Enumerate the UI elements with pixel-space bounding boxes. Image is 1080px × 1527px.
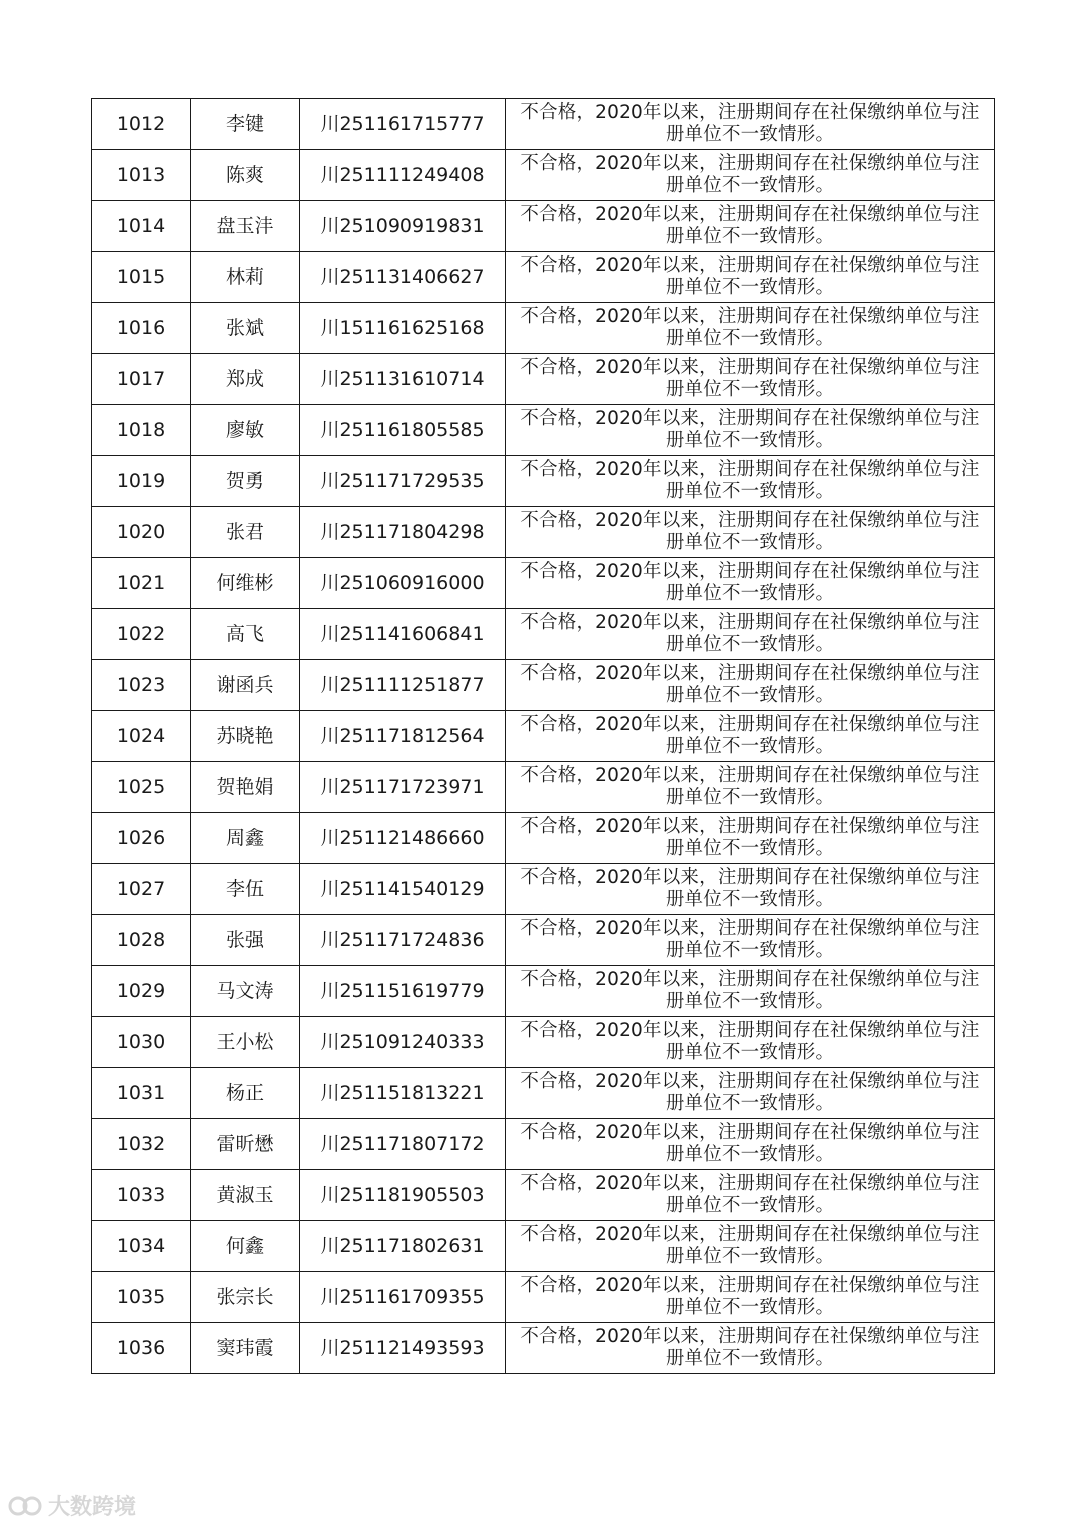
table-row [92, 915, 995, 966]
row-number-cell: 1018 [92, 405, 191, 456]
person-name-cell: 杨正 [191, 1068, 300, 1119]
table-row [92, 252, 995, 303]
registration-number-cell: 川251161715777 [300, 99, 506, 150]
row-number-cell: 1012 [92, 99, 191, 150]
result-cell [506, 1272, 995, 1323]
registration-number-cell: 川251090919831 [300, 201, 506, 252]
person-name-cell: 张君 [191, 507, 300, 558]
registration-number-cell: 川251171812564 [300, 711, 506, 762]
result-cell [506, 1068, 995, 1119]
person-name-cell: 贺艳娟 [191, 762, 300, 813]
result-cell [506, 660, 995, 711]
person-name-cell: 高飞 [191, 609, 300, 660]
row-number-cell: 1014 [92, 201, 191, 252]
table-row [92, 201, 995, 252]
row-number-cell: 1028 [92, 915, 191, 966]
results-table [91, 98, 995, 1374]
result-text: 不合格，2020年以来，注册期间存在社保缴纳单位与注册单位不一致情形。 [520, 1020, 980, 1063]
person-name-cell: 廖敏 [191, 405, 300, 456]
result-cell [506, 150, 995, 201]
result-text: 不合格，2020年以来，注册期间存在社保缴纳单位与注册单位不一致情形。 [520, 612, 980, 655]
registration-number-cell: 川251161805585 [300, 405, 506, 456]
row-number-cell: 1036 [92, 1323, 191, 1374]
result-cell [506, 966, 995, 1017]
result-text: 不合格，2020年以来，注册期间存在社保缴纳单位与注册单位不一致情形。 [520, 918, 980, 961]
result-text: 不合格，2020年以来，注册期间存在社保缴纳单位与注册单位不一致情形。 [520, 459, 980, 502]
result-text: 不合格，2020年以来，注册期间存在社保缴纳单位与注册单位不一致情形。 [520, 867, 980, 910]
table-row [92, 1170, 995, 1221]
person-name-cell: 林莉 [191, 252, 300, 303]
result-text: 不合格，2020年以来，注册期间存在社保缴纳单位与注册单位不一致情形。 [520, 1173, 980, 1216]
registration-number-cell: 川251131406627 [300, 252, 506, 303]
result-text: 不合格，2020年以来，注册期间存在社保缴纳单位与注册单位不一致情形。 [520, 1071, 980, 1114]
table-row [92, 660, 995, 711]
registration-number-cell: 川251111249408 [300, 150, 506, 201]
row-number-cell: 1016 [92, 303, 191, 354]
row-number-cell: 1020 [92, 507, 191, 558]
result-cell [506, 405, 995, 456]
result-text: 不合格，2020年以来，注册期间存在社保缴纳单位与注册单位不一致情形。 [520, 969, 980, 1012]
registration-number-cell: 川251171802631 [300, 1221, 506, 1272]
table-row [92, 1068, 995, 1119]
table-row [92, 762, 995, 813]
table-row [92, 558, 995, 609]
row-number-cell: 1034 [92, 1221, 191, 1272]
row-number-cell: 1022 [92, 609, 191, 660]
row-number-cell: 1030 [92, 1017, 191, 1068]
person-name-cell: 李伍 [191, 864, 300, 915]
person-name-cell: 周鑫 [191, 813, 300, 864]
row-number-cell: 1021 [92, 558, 191, 609]
person-name-cell: 张强 [191, 915, 300, 966]
result-text: 不合格，2020年以来，注册期间存在社保缴纳单位与注册单位不一致情形。 [520, 102, 980, 145]
table-row [92, 864, 995, 915]
person-name-cell: 何鑫 [191, 1221, 300, 1272]
person-name-cell: 马文涛 [191, 966, 300, 1017]
registration-number-cell: 川251111251877 [300, 660, 506, 711]
result-cell [506, 558, 995, 609]
row-number-cell: 1029 [92, 966, 191, 1017]
registration-number-cell: 川251121486660 [300, 813, 506, 864]
result-text: 不合格，2020年以来，注册期间存在社保缴纳单位与注册单位不一致情形。 [520, 714, 980, 757]
result-text: 不合格，2020年以来，注册期间存在社保缴纳单位与注册单位不一致情形。 [520, 816, 980, 859]
registration-number-cell: 川251181905503 [300, 1170, 506, 1221]
row-number-cell: 1015 [92, 252, 191, 303]
result-text: 不合格，2020年以来，注册期间存在社保缴纳单位与注册单位不一致情形。 [520, 1224, 980, 1267]
result-cell [506, 1017, 995, 1068]
table-row [92, 354, 995, 405]
result-text: 不合格，2020年以来，注册期间存在社保缴纳单位与注册单位不一致情形。 [520, 1122, 980, 1165]
registration-number-cell: 川251171723971 [300, 762, 506, 813]
result-cell [506, 915, 995, 966]
person-name-cell: 黄淑玉 [191, 1170, 300, 1221]
registration-number-cell: 川251161709355 [300, 1272, 506, 1323]
table-row [92, 609, 995, 660]
table-row [92, 507, 995, 558]
result-cell [506, 1119, 995, 1170]
result-cell [506, 1221, 995, 1272]
result-cell [506, 303, 995, 354]
registration-number-cell: 川251121493593 [300, 1323, 506, 1374]
results-table-body [92, 99, 995, 1374]
row-number-cell: 1013 [92, 150, 191, 201]
table-row [92, 456, 995, 507]
person-name-cell: 张斌 [191, 303, 300, 354]
result-text: 不合格，2020年以来，注册期间存在社保缴纳单位与注册单位不一致情形。 [520, 1275, 980, 1318]
person-name-cell: 雷昕懋 [191, 1119, 300, 1170]
person-name-cell: 苏晓艳 [191, 711, 300, 762]
watermark [8, 1490, 136, 1521]
row-number-cell: 1031 [92, 1068, 191, 1119]
row-number-cell: 1025 [92, 762, 191, 813]
result-text: 不合格，2020年以来，注册期间存在社保缴纳单位与注册单位不一致情形。 [520, 357, 980, 400]
person-name-cell: 张宗长 [191, 1272, 300, 1323]
table-row [92, 303, 995, 354]
registration-number-cell: 川251141606841 [300, 609, 506, 660]
result-cell [506, 456, 995, 507]
row-number-cell: 1035 [92, 1272, 191, 1323]
result-cell [506, 1170, 995, 1221]
table-row [92, 405, 995, 456]
result-text: 不合格，2020年以来，注册期间存在社保缴纳单位与注册单位不一致情形。 [520, 408, 980, 451]
row-number-cell: 1033 [92, 1170, 191, 1221]
result-cell [506, 252, 995, 303]
table-row [92, 711, 995, 762]
watermark-text: 大数跨境 [48, 1495, 137, 1520]
result-cell [506, 99, 995, 150]
registration-number-cell: 川251151813221 [300, 1068, 506, 1119]
result-cell [506, 813, 995, 864]
person-name-cell: 郑成 [191, 354, 300, 405]
registration-number-cell: 川251171804298 [300, 507, 506, 558]
registration-number-cell: 川251151619779 [300, 966, 506, 1017]
result-cell [506, 609, 995, 660]
result-text: 不合格，2020年以来，注册期间存在社保缴纳单位与注册单位不一致情形。 [520, 510, 980, 553]
row-number-cell: 1017 [92, 354, 191, 405]
row-number-cell: 1023 [92, 660, 191, 711]
result-cell [506, 354, 995, 405]
registration-number-cell: 川251171807172 [300, 1119, 506, 1170]
registration-number-cell: 川251060916000 [300, 558, 506, 609]
result-text: 不合格，2020年以来，注册期间存在社保缴纳单位与注册单位不一致情形。 [520, 255, 980, 298]
result-cell [506, 201, 995, 252]
table-row [92, 1017, 995, 1068]
person-name-cell: 王小松 [191, 1017, 300, 1068]
registration-number-cell: 川251131610714 [300, 354, 506, 405]
registration-number-cell: 川251091240333 [300, 1017, 506, 1068]
result-text: 不合格，2020年以来，注册期间存在社保缴纳单位与注册单位不一致情形。 [520, 765, 980, 808]
logo-icon [8, 1493, 44, 1519]
table-row [92, 99, 995, 150]
person-name-cell: 谢函兵 [191, 660, 300, 711]
row-number-cell: 1026 [92, 813, 191, 864]
person-name-cell: 何维彬 [191, 558, 300, 609]
registration-number-cell: 川151161625168 [300, 303, 506, 354]
result-text: 不合格，2020年以来，注册期间存在社保缴纳单位与注册单位不一致情形。 [520, 153, 980, 196]
table-row [92, 966, 995, 1017]
table-row [92, 150, 995, 201]
registration-number-cell: 川251171729535 [300, 456, 506, 507]
registration-number-cell: 川251141540129 [300, 864, 506, 915]
table-row [92, 1119, 995, 1170]
result-cell [506, 711, 995, 762]
result-text: 不合格，2020年以来，注册期间存在社保缴纳单位与注册单位不一致情形。 [520, 663, 980, 706]
result-text: 不合格，2020年以来，注册期间存在社保缴纳单位与注册单位不一致情形。 [520, 204, 980, 247]
result-cell [506, 864, 995, 915]
row-number-cell: 1019 [92, 456, 191, 507]
row-number-cell: 1032 [92, 1119, 191, 1170]
table-row [92, 813, 995, 864]
person-name-cell: 窦玮霞 [191, 1323, 300, 1374]
table-row [92, 1272, 995, 1323]
person-name-cell: 盘玉沣 [191, 201, 300, 252]
row-number-cell: 1024 [92, 711, 191, 762]
table-row [92, 1221, 995, 1272]
result-text: 不合格，2020年以来，注册期间存在社保缴纳单位与注册单位不一致情形。 [520, 1326, 980, 1369]
person-name-cell: 贺勇 [191, 456, 300, 507]
result-cell [506, 1323, 995, 1374]
registration-number-cell: 川251171724836 [300, 915, 506, 966]
person-name-cell: 陈爽 [191, 150, 300, 201]
result-text: 不合格，2020年以来，注册期间存在社保缴纳单位与注册单位不一致情形。 [520, 306, 980, 349]
person-name-cell: 李键 [191, 99, 300, 150]
row-number-cell: 1027 [92, 864, 191, 915]
table-row [92, 1323, 995, 1374]
result-text: 不合格，2020年以来，注册期间存在社保缴纳单位与注册单位不一致情形。 [520, 561, 980, 604]
result-cell [506, 762, 995, 813]
result-cell [506, 507, 995, 558]
